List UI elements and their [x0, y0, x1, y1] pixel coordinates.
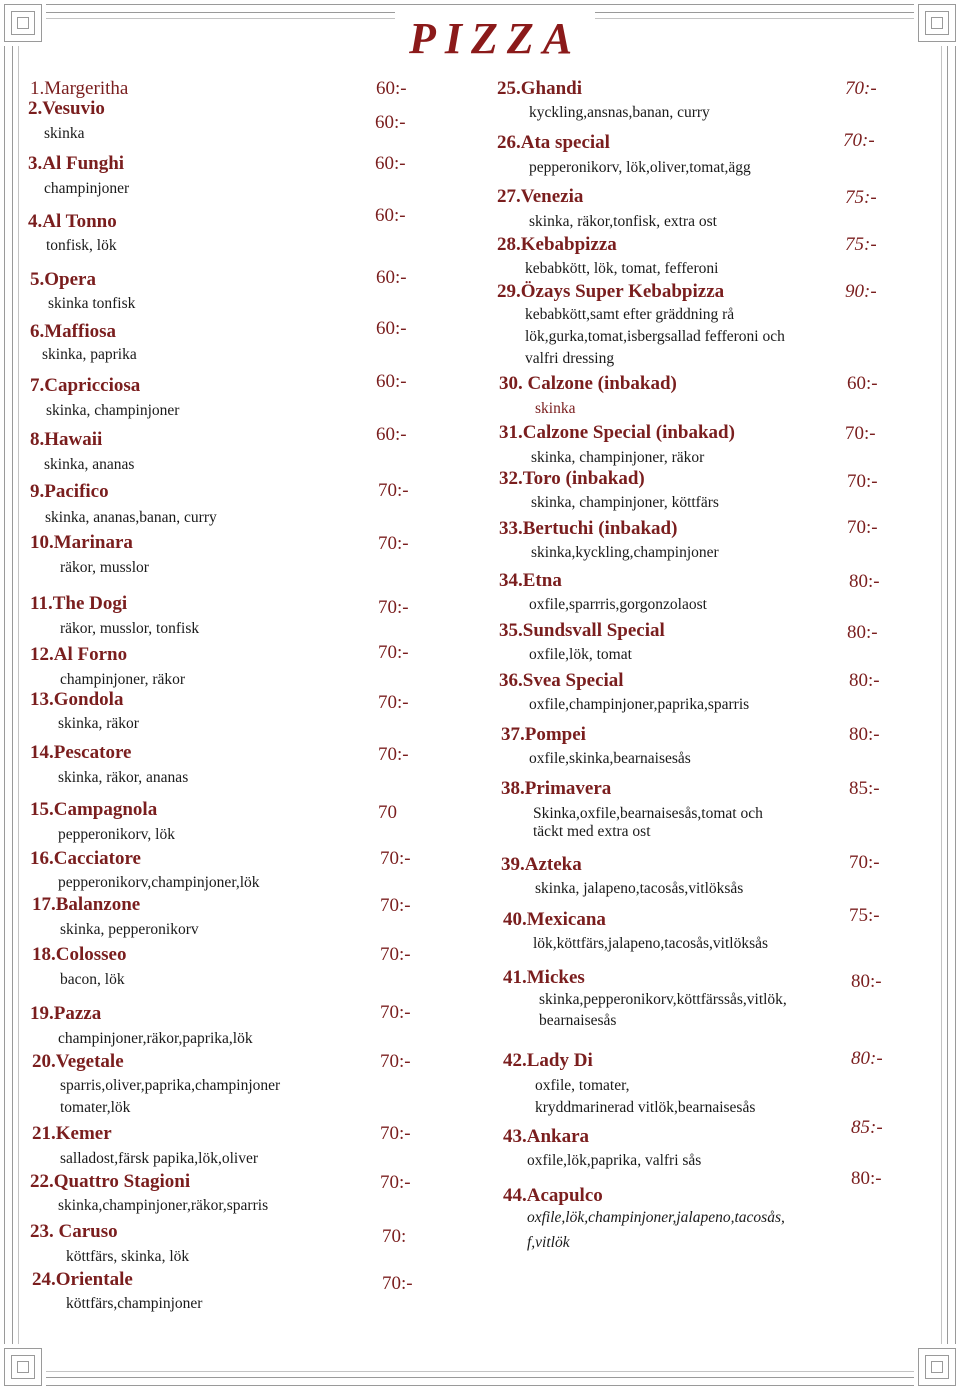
item-price: 80:- — [849, 724, 880, 745]
item-price: 80:- — [851, 1168, 882, 1189]
item-description: oxfile,lök, tomat — [529, 646, 632, 663]
item-name: 30. Calzone (inbakad) — [499, 373, 677, 394]
item-name: 35.Sundsvall Special — [499, 620, 665, 641]
item-price: 70:- — [378, 692, 409, 713]
item-name: 34.Etna — [499, 570, 562, 591]
item-description: skinka, paprika — [42, 346, 137, 363]
item-price: 75:- — [849, 905, 880, 926]
item-price: 85:- — [851, 1117, 883, 1138]
item-name: 8.Hawaii — [30, 429, 103, 450]
item-name: 32.Toro (inbakad) — [499, 468, 645, 489]
item-description: skinka, pepperonikorv — [60, 921, 199, 938]
item-price: 80:- — [847, 622, 878, 643]
item-price: 75:- — [845, 234, 877, 255]
item-description: kyckling,ansnas,banan, curry — [529, 104, 710, 121]
frame-corner-top-left — [0, 0, 46, 46]
item-description: skinka, champinjoner — [46, 402, 180, 419]
item-description: skinka,champinjoner,räkor,sparris — [58, 1197, 269, 1214]
item-price: 70:- — [380, 1002, 411, 1023]
item-description: skinka — [535, 400, 576, 417]
item-price: 70:- — [380, 944, 411, 965]
item-name: 20.Vegetale — [32, 1051, 124, 1072]
item-name: 25.Ghandi — [497, 78, 583, 99]
item-description: bacon, lök — [60, 971, 125, 988]
item-price: 70: — [382, 1226, 407, 1247]
item-description: skinka, ananas,banan, curry — [45, 509, 217, 526]
item-name: 3.Al Funghi — [28, 153, 125, 174]
item-name: 40.Mexicana — [503, 909, 606, 930]
item-price: 70:- — [382, 1273, 413, 1294]
item-name: 42.Lady Di — [503, 1050, 593, 1071]
page-title: PIZZA — [395, 12, 595, 66]
item-name: 2.Vesuvio — [28, 98, 105, 119]
item-description: köttfärs,champinjoner — [66, 1295, 203, 1312]
item-description: oxfile,lök,champinjoner,jalapeno,tacosås, — [527, 1209, 785, 1226]
item-description: räkor, musslor, tonfisk — [60, 620, 200, 637]
item-name: 24.Orientale — [32, 1269, 133, 1290]
item-description: oxfile,champinjoner,paprika,sparris — [529, 696, 750, 713]
item-name: 10.Marinara — [30, 532, 133, 553]
item-name: 31.Calzone Special (inbakad) — [499, 422, 735, 443]
item-description: lök,köttfärs,jalapeno,tacosås,vitlöksås — [533, 935, 769, 952]
item-price: 60:- — [847, 373, 878, 394]
item-name: 15.Campagnola — [30, 799, 158, 820]
item-price: 70:- — [847, 517, 878, 538]
item-description: lök,gurka,tomat,isbergsallad fefferoni och — [525, 328, 785, 345]
item-name: 28.Kebabpizza — [497, 234, 617, 255]
item-price: 70 — [378, 802, 397, 823]
item-name: 14.Pescatore — [30, 742, 132, 763]
item-description: oxfile,skinka,bearnaisesås — [529, 750, 691, 767]
item-name: 21.Kemer — [32, 1123, 112, 1144]
item-name: 41.Mickes — [503, 967, 585, 988]
item-price: 80:- — [849, 571, 880, 592]
frame-corner-bottom-right — [914, 1344, 960, 1390]
item-description: skinka, ananas — [44, 456, 135, 473]
item-name: 23. Caruso — [30, 1221, 118, 1242]
item-name: 37.Pompei — [501, 724, 586, 745]
item-price: 80:- — [849, 670, 880, 691]
item-price: 60:- — [376, 78, 407, 99]
item-price: 70:- — [378, 744, 409, 765]
item-price: 75:- — [845, 187, 877, 208]
item-name: 5.Opera — [30, 269, 96, 290]
item-name: 6.Maffiosa — [30, 321, 117, 342]
item-description: kryddmarinerad vitlök,bearnaisesås — [535, 1099, 756, 1116]
item-description: pepperonikorv, lök — [58, 826, 175, 843]
item-description: valfri dressing — [525, 350, 615, 367]
item-name: 11.The Dogi — [30, 593, 128, 614]
item-price: 70:- — [378, 642, 409, 663]
item-description: kebabkött,samt efter gräddning rå — [525, 306, 735, 323]
frame-corner-bottom-left — [0, 1344, 46, 1390]
item-name: 26.Ata special — [497, 132, 610, 153]
item-name: 29.Özays Super Kebabpizza — [497, 281, 725, 302]
item-name: 17.Balanzone — [32, 894, 141, 915]
item-name: 39.Azteka — [501, 854, 582, 875]
item-description: skinka, räkor — [58, 715, 139, 732]
item-description: Skinka,oxfile,bearnaisesås,tomat och — [533, 805, 763, 822]
item-price: 60:- — [375, 112, 406, 133]
item-price: 90:- — [845, 281, 877, 302]
item-price: 60:- — [376, 267, 407, 288]
item-description: champinjoner,räkor,paprika,lök — [58, 1030, 253, 1047]
item-name: 1.Margeritha — [30, 78, 129, 99]
item-price: 60:- — [376, 318, 407, 339]
item-price: 60:- — [375, 153, 406, 174]
item-description: skinka, champinjoner, köttfärs — [531, 494, 719, 511]
item-description: räkor, musslor — [60, 559, 149, 576]
item-name: 9.Pacifico — [30, 481, 109, 502]
item-price: 70:- — [378, 533, 409, 554]
item-name: 16.Cacciatore — [30, 848, 141, 869]
item-name: 19.Pazza — [30, 1003, 102, 1024]
item-name: 44.Acapulco — [503, 1185, 603, 1206]
item-price: 85:- — [849, 778, 880, 799]
item-price: 80:- — [851, 971, 882, 992]
item-description: täckt med extra ost — [533, 823, 651, 840]
item-description: skinka,pepperonikorv,köttfärssås,vitlök, — [539, 991, 787, 1008]
item-description: pepperonikorv,champinjoner,lök — [58, 874, 260, 891]
item-description: champinjoner — [44, 180, 130, 197]
item-name: 22.Quattro Stagioni — [30, 1171, 191, 1192]
item-description: oxfile,sparrris,gorgonzolaost — [529, 596, 707, 613]
item-price: 70:- — [380, 1123, 411, 1144]
item-description: skinka, räkor,tonfisk, extra ost — [529, 213, 717, 230]
item-name: 4.Al Tonno — [28, 211, 117, 232]
item-price: 70:- — [380, 1172, 411, 1193]
item-price: 70:- — [847, 471, 878, 492]
item-price: 70:- — [378, 480, 409, 501]
item-description: skinka, räkor, ananas — [58, 769, 189, 786]
item-name: 18.Colosseo — [32, 944, 127, 965]
item-description: oxfile, tomater, — [535, 1077, 630, 1094]
item-description: skinka, champinjoner, räkor — [531, 449, 705, 466]
item-price: 70:- — [843, 130, 875, 151]
item-price: 70:- — [380, 848, 411, 869]
item-description: sparris,oliver,paprika,champinjoner — [60, 1077, 281, 1094]
item-name: 27.Venezia — [497, 186, 584, 207]
item-name: 12.Al Forno — [30, 644, 128, 665]
frame-innermost — [18, 18, 942, 1372]
item-price: 60:- — [376, 371, 407, 392]
item-description: salladost,färsk papika,lök,oliver — [60, 1150, 259, 1167]
item-description: köttfärs, skinka, lök — [66, 1248, 190, 1265]
item-description: skinka, jalapeno,tacosås,vitlöksås — [535, 880, 744, 897]
item-name: 43.Ankara — [503, 1126, 590, 1147]
item-description: champinjoner, räkor — [60, 671, 186, 688]
item-name: 36.Svea Special — [499, 670, 624, 691]
item-name: 38.Primavera — [501, 778, 612, 799]
item-name: 7.Capricciosa — [30, 375, 141, 396]
item-description: bearnaisesås — [539, 1012, 617, 1029]
item-price: 70:- — [845, 423, 876, 444]
item-description: f,vitlök — [527, 1234, 570, 1251]
item-price: 70:- — [845, 78, 877, 99]
item-name: 13.Gondola — [30, 689, 124, 710]
item-description: kebabkött, lök, tomat, fefferoni — [525, 260, 719, 277]
item-price: 60:- — [376, 424, 407, 445]
item-price: 70:- — [849, 852, 880, 873]
item-description: skinka tonfisk — [48, 295, 136, 312]
item-price: 80:- — [851, 1048, 883, 1069]
item-price: 70:- — [380, 1051, 411, 1072]
item-description: skinka,kyckling,champinjoner — [531, 544, 719, 561]
item-description: tonfisk, lök — [46, 237, 117, 254]
frame-corner-top-right — [914, 0, 960, 46]
item-price: 70:- — [380, 895, 411, 916]
item-price: 60:- — [375, 205, 406, 226]
item-description: skinka — [44, 125, 85, 142]
item-description: oxfile,lök,paprika, valfri sås — [527, 1152, 702, 1169]
item-description: tomater,lök — [60, 1099, 131, 1116]
item-price: 70:- — [378, 597, 409, 618]
item-name: 33.Bertuchi (inbakad) — [499, 518, 678, 539]
item-description: pepperonikorv, lök,oliver,tomat,ägg — [529, 159, 751, 176]
